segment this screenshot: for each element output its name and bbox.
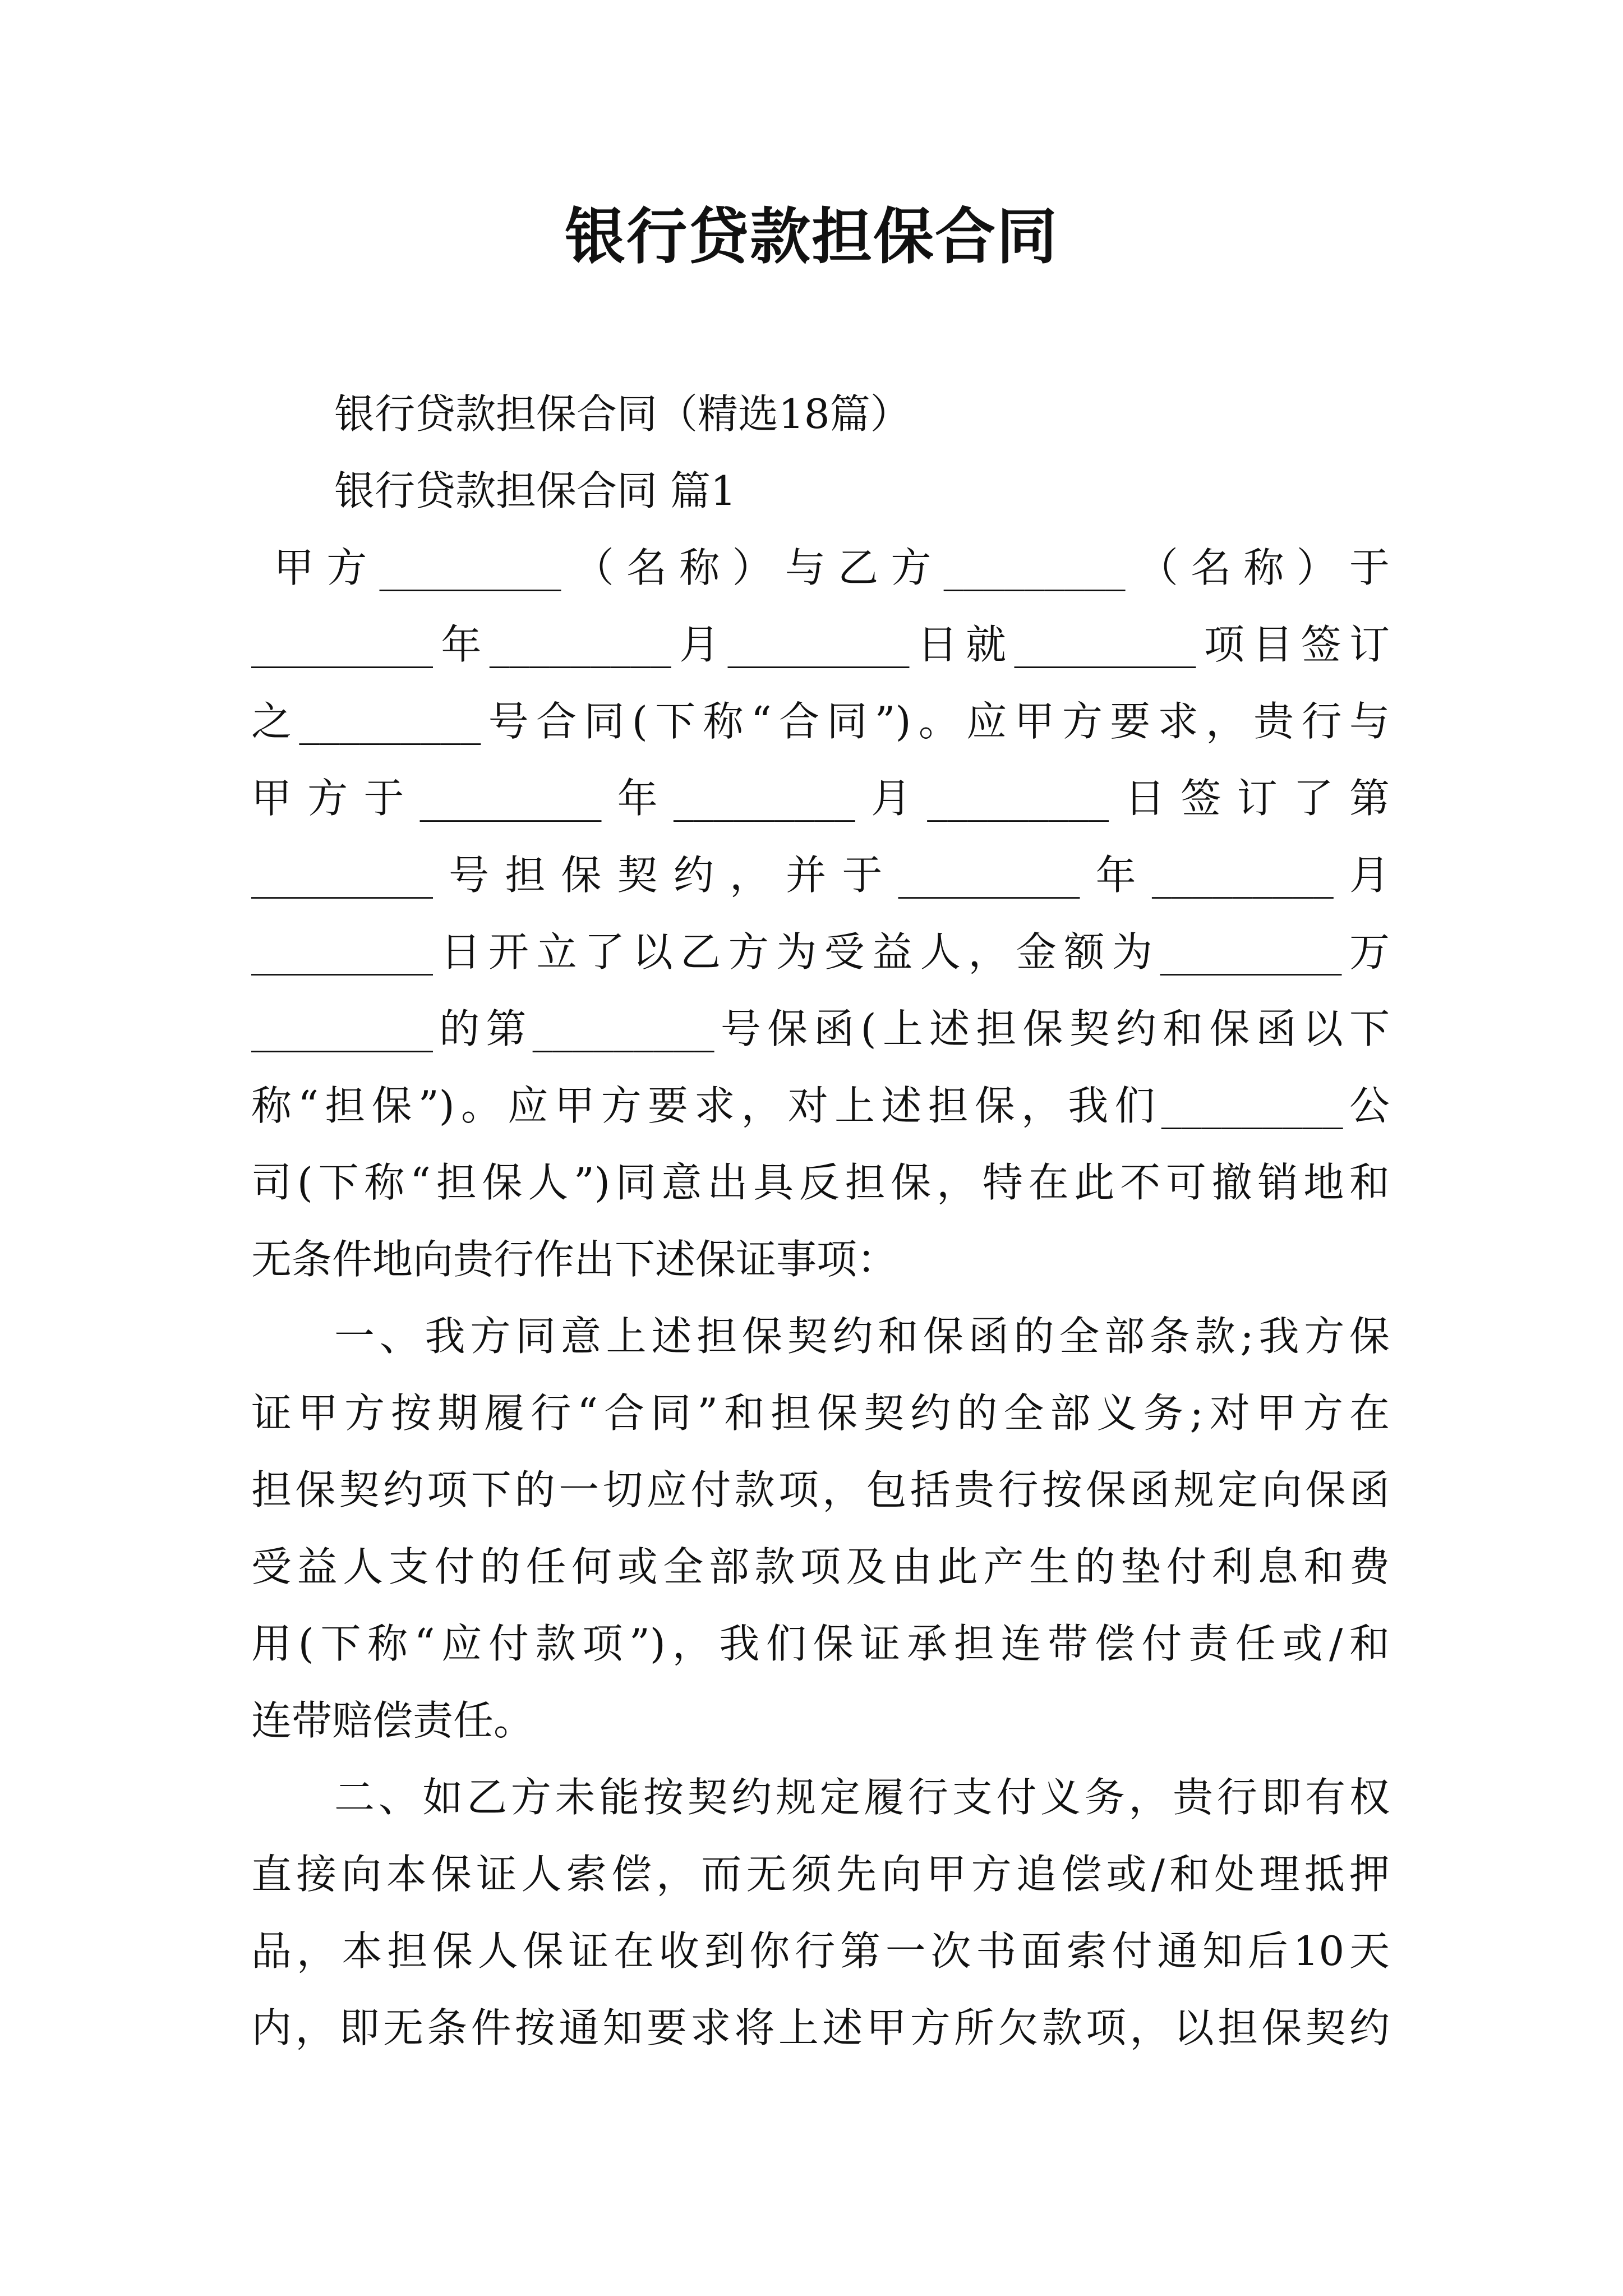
clause-one-line: 受益人支付的任何或全部款项及由此产生的垫付利息和费 (251, 1543, 1390, 1590)
clause-two-line: 内，即无条件按通知要求将上述甲方所欠款项，以担保契约 (251, 2004, 1390, 2051)
paragraph-line: 甲方_________（名称）与乙方_________（名称）于 (274, 544, 1390, 591)
document-title: 银行贷款担保合同 (564, 201, 1058, 272)
clause-two-line: 品，本担保人保证在收到你行第一次书面索付通知后10天 (251, 1927, 1390, 1975)
paragraph-line: 称“担保”)。应甲方要求，对上述担保，我们_________公 (251, 1082, 1390, 1129)
clause-two-line: 直接向本保证人索偿，而无须先向甲方追偿或/和处理抵押 (251, 1851, 1390, 1898)
document-body (251, 376, 1390, 2067)
paragraph-line: _________年_________月_________日就_________项目签订 (251, 621, 1390, 668)
subtitle-line: 银行贷款担保合同（精选18篇） (334, 390, 911, 438)
paragraph-line: _________日开立了以乙方为受益人，金额为_________万 (251, 928, 1390, 976)
clause-one-line: 一、我方同意上述担保契约和保函的全部条款;我方保 (334, 1313, 1390, 1360)
paragraph-line: 之_________号合同(下称“合同”)。应甲方要求，贵行与 (251, 698, 1390, 745)
clause-one-line: 连带赔偿责任。 (251, 1697, 534, 1744)
paragraph-line: _________号担保契约，并于_________年_________月 (251, 852, 1390, 899)
paragraph-line: 无条件地向贵行作出下述保证事项： (251, 1236, 898, 1283)
clause-one-line: 证甲方按期履行“合同”和担保契约的全部义务;对甲方在 (251, 1389, 1390, 1437)
clause-two-line: 二、如乙方未能按契约规定履行支付义务，贵行即有权 (334, 1774, 1390, 1821)
section-heading: 银行贷款担保合同 篇1 (334, 467, 736, 514)
clause-one-line: 担保契约项下的一切应付款项，包括贵行按保函规定向保函 (251, 1466, 1390, 1513)
paragraph-line: 甲方于_________年_________月_________日签订了第 (251, 775, 1390, 822)
paragraph-line: _________的第_________号保函(上述担保契约和保函以下 (251, 1005, 1390, 1052)
clause-one-line: 用(下称“应付款项”)，我们保证承担连带偿付责任或/和 (251, 1620, 1390, 1667)
paragraph-line: 司(下称“担保人”)同意出具反担保，特在此不可撤销地和 (251, 1159, 1390, 1206)
